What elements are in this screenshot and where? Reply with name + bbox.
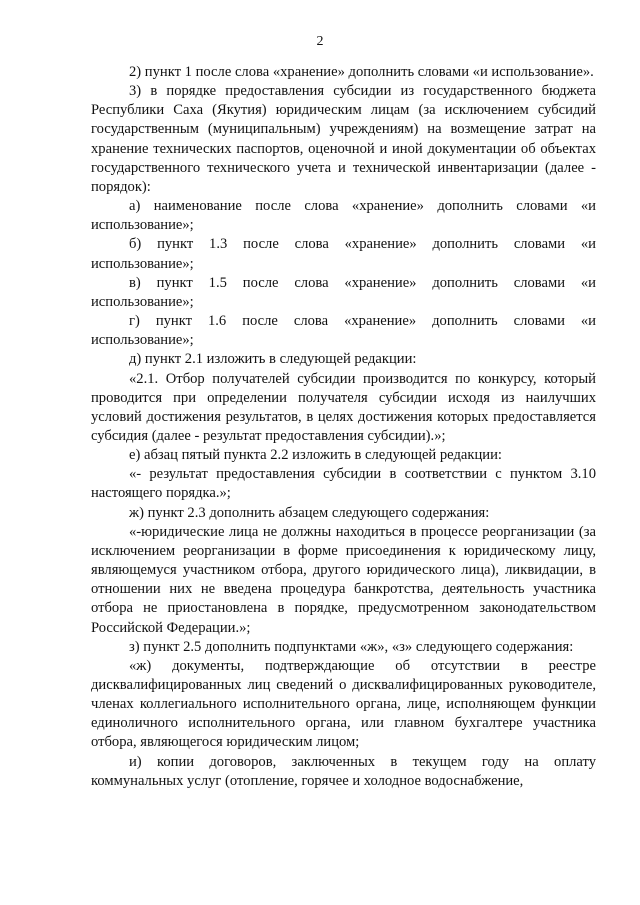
paragraph-quote-legal-entities: «-юридические лица не должны находиться в процессе реорганизации (за исключением реорганизации в форме присоединения к юридическому лицу, являющемуся участником отбора, другого юридического лица), ликвидации, в отношении них не введена процедура банкротства, деятельность участника отбора не приостановлена в порядке, предусмотренном законодательством Российской Федерации.»; <box>91 523 596 636</box>
paragraph-quote-documents: «ж) документы, подтверждающие об отсутствии в реестре дисквалифицированных лиц сведений о дисквалифицированных руководителе, членах коллегиального исполнительного органа, лице, исполняющем функции единоличного исполнительного органа, или главном бухгалтере участника отбора, являющегося юридическим лицом; <box>91 657 596 751</box>
paragraph-subitem-g: г) пункт 1.6 после слова «хранение» дополнить словами «и использование»; <box>91 313 596 349</box>
paragraph-quote-2-1: «2.1. Отбор получателей субсидии производится по конкурсу, который проводится при определении получателя субсидии исходя из наилучших условий достижения результатов, в целях достижения которых предоставляется субсидия (далее - результат предоставления субсидии).»; <box>91 370 596 444</box>
paragraph-item-2: 2) пункт 1 после слова «хранение» дополнить словами «и использование». <box>129 64 594 80</box>
page-number: 2 <box>316 34 324 49</box>
paragraph-subitem-b: б) пункт 1.3 после слова «хранение» дополнить словами «и использование»; <box>91 236 596 272</box>
paragraph-subitem-z: з) пункт 2.5 дополнить подпунктами «ж», «з» следующего содержания: <box>129 638 574 655</box>
paragraph-subitem-a: а) наименование после слова «хранение» дополнить словами «и использование»; <box>91 198 596 234</box>
paragraph-subitem-d: д) пункт 2.1 изложить в следующей редакции: <box>129 351 417 368</box>
paragraph-subitem-v: в) пункт 1.5 после слова «хранение» дополнить словами «и использование»; <box>91 274 596 310</box>
paragraph-quote-result: «- результат предоставления субсидии в соответствии с пунктом 3.10 настоящего порядка.»; <box>91 466 596 502</box>
paragraph-subitem-zh: ж) пункт 2.3 дополнить абзацем следующего содержания: <box>129 504 490 521</box>
paragraph-subitem-i: и) копии договоров, заключенных в текущем году на оплату коммунальных услуг (отопление, горячее и холодное водоснабжение, <box>91 753 596 789</box>
document-body <box>91 63 596 791</box>
paragraph-item-3-procedure: 3) в порядке предоставления субсидии из государственного бюджета Республики Саха (Якутия) юридическим лицам (за исключением субсидий государственным (муниципальным) учреждениям) на возмещение затрат на хранение технических паспортов, оценочной и иной документации об объектах государственного технического учета и технической инвентаризации (далее - порядок): <box>91 83 596 195</box>
paragraph-subitem-e: е) абзац пятый пункта 2.2 изложить в следующей редакции: <box>129 447 502 464</box>
